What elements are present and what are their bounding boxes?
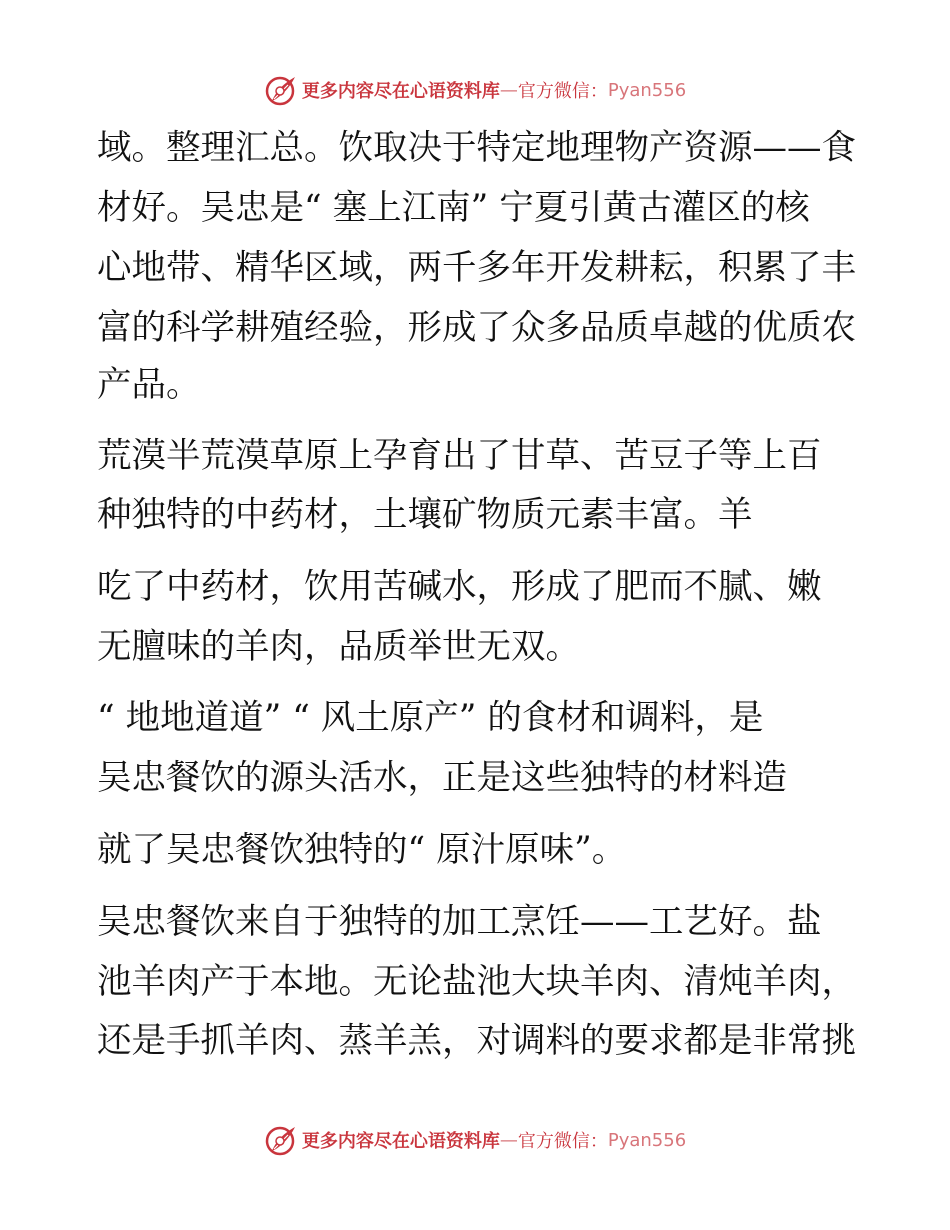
banner-separator: — [499, 79, 518, 101]
body-line: 域。整理汇总。饮取决于特定地理物产资源——食 [97, 128, 856, 168]
body-line: 就了吴忠餐饮独特的“ 原汁原味”。 [97, 830, 627, 870]
footer-banner [0, 1120, 950, 1160]
banner-wechat-id: Pyan556 [607, 1129, 687, 1151]
body-line: 富的科学耕殖经验，形成了众多品质卓越的优质农 [97, 308, 856, 348]
body-line: 吃了中药材，饮用苦碱水，形成了肥而不腻、嫩 [97, 567, 822, 607]
banner-separator: — [499, 1129, 518, 1151]
body-line: 材好。吴忠是“ 塞上江南” 宁夏引黄古灌区的核 [97, 188, 810, 228]
body-line: 无膻味的羊肉，品质举世无双。 [97, 627, 580, 667]
body-line: 荒漠半荒漠草原上孕育出了甘草、苦豆子等上百 [97, 436, 822, 476]
banner-wechat-label: 官方微信： [517, 1131, 608, 1152]
header-banner [0, 70, 950, 110]
banner-site-name: 更多内容尽在心语资料库 [301, 81, 500, 102]
banner-wechat-label: 官方微信： [517, 81, 608, 102]
body-line: “ 地地道道” “ 风土原产” 的食材和调料，是 [97, 698, 764, 738]
feather-logo-icon [264, 73, 298, 107]
body-line: 心地带、精华区域，两千多年开发耕耘，积累了丰 [97, 248, 856, 288]
body-line: 吴忠餐饮来自于独特的加工烹饪——工艺好。盐 [97, 902, 822, 942]
banner-wechat-id: Pyan556 [607, 79, 687, 101]
body-line: 种独特的中药材，土壤矿物质元素丰富。羊 [97, 495, 753, 535]
feather-logo-icon [264, 1123, 298, 1157]
body-line: 产品。 [97, 365, 201, 405]
body-line: 吴忠餐饮的源头活水，正是这些独特的材料造 [97, 758, 787, 798]
body-line: 还是手抓羊肉、蒸羊羔，对调料的要求都是非常挑 [97, 1021, 856, 1061]
banner-site-name: 更多内容尽在心语资料库 [301, 1131, 500, 1152]
body-line: 池羊肉产于本地。无论盐池大块羊肉、清炖羊肉， [97, 962, 856, 1002]
